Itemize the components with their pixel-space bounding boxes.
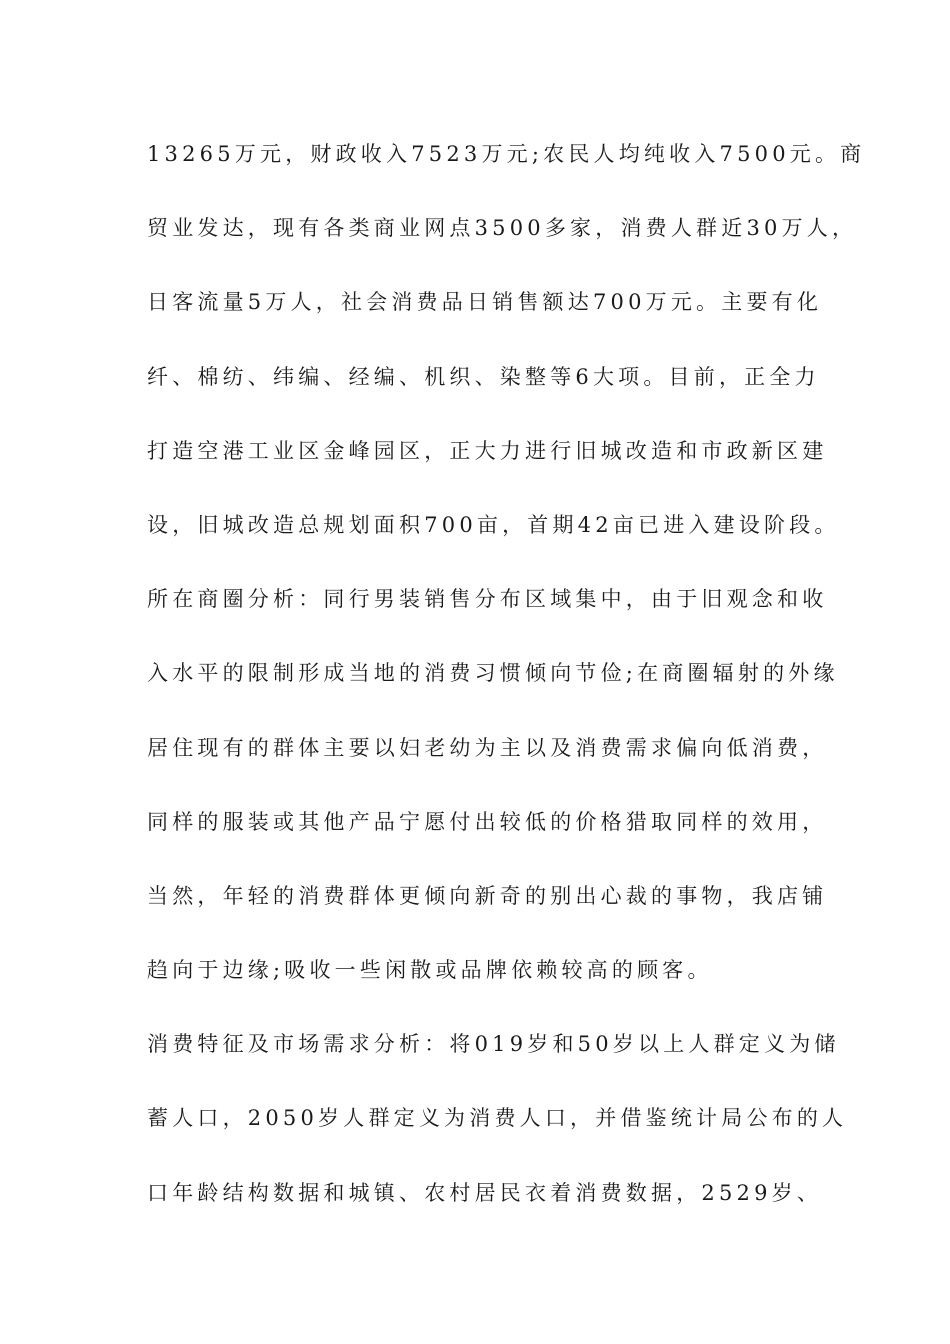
text-line: 消费特征及市场需求分析：将019岁和50岁以上人群定义为储 bbox=[147, 1032, 840, 1057]
text-line: 贸业发达，现有各类商业网点3500多家，消费人群近30万人， bbox=[147, 216, 858, 241]
text-line: 纤、棉纺、纬编、经编、机织、染整等6大项。目前，正全力 bbox=[147, 364, 820, 389]
body-text bbox=[147, 134, 866, 1247]
text-line: 趋向于边缘;吸收一些闲散或品牌依赖较高的顾客。 bbox=[147, 958, 713, 983]
text-line: 打造空港工业区金峰园区，正大力进行旧城改造和市政新区建 bbox=[147, 438, 828, 463]
text-line: 日客流量5万人，社会消费品日销售额达700万元。主要有化 bbox=[147, 290, 823, 315]
text-line: 入水平的限制形成当地的消费习惯倾向节俭;在商圈辐射的外缘 bbox=[147, 661, 839, 686]
text-line: 13265万元，财政收入7523万元;农民人均纯收入7500元。商 bbox=[147, 142, 866, 166]
text-line: 蓄人口，2050岁人群定义为消费人口，并借鉴统计局公布的人 bbox=[147, 1106, 848, 1131]
text-line: 同样的服装或其他产品宁愿付出较低的价格猎取同样的效用， bbox=[147, 809, 828, 834]
text-line: 居住现有的群体主要以妇老幼为主以及消费需求偏向低消费， bbox=[147, 735, 828, 760]
text-line: 设，旧城改造总规划面积700亩，首期42亩已进入建设阶段。 bbox=[147, 512, 840, 537]
text-line: 口年龄结构数据和城镇、农村居民衣着消费数据，2529岁、 bbox=[147, 1180, 823, 1205]
text-line: 所在商圈分析：同行男装销售分布区域集中，由于旧观念和收 bbox=[147, 587, 828, 612]
text-line: 当然，年轻的消费群体更倾向新奇的别出心裁的事物，我店铺 bbox=[147, 883, 828, 908]
